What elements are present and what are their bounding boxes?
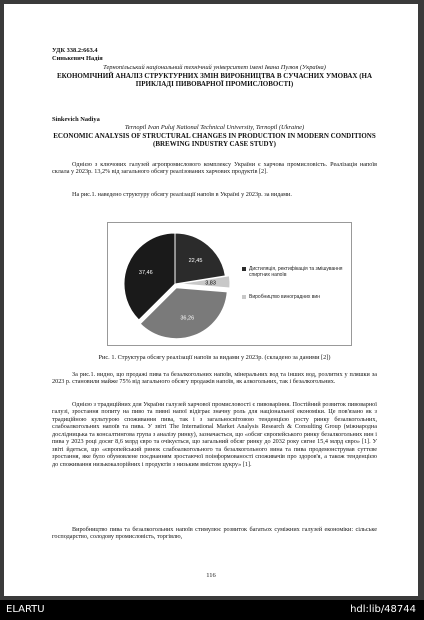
paragraph-5: Виробництво пива та безалкогольних напоїв стимулює розвиток багатьох суміжних галузей економіки: сільське господарство, солодову промисловість, торгівлю, xyxy=(52,526,377,541)
document-page xyxy=(4,4,418,596)
pie-chart-figure xyxy=(107,222,352,346)
pie-slice-label-4: 37,46 xyxy=(138,269,153,276)
footer-handle: hdl:lib/48744 xyxy=(350,604,416,615)
page-number: 116 xyxy=(206,572,216,579)
affiliation-ua: Тернопільський національний технічний університет імені Івана Пулюя (Україна) xyxy=(103,64,326,71)
paragraph-4: Однією з традиційних для України галузей харчової промисловості є пивоваріння. Постійний розвиток пивоварної галузі, зростання попиту на пиво та пивні напої відіграє значну роль для національної економіки. Це пов'язано як з традиційною культурою споживання пива, так і з загальносвітовою тенденцією росту ринку безалкогольних, слабоалкогольних напоїв та пива. У звіті The International Market Analysis Research & Consulting Group (міжнародна дослідницька та консалтингова група з аналізу ринку), зазначається, що «обсяг європейського ринку безалкогольних вин і пива у 2023 році досяг 8,6 млрд євро та очікується, що загальний обсяг ринку до 2032 року сягне 15,4 млрд євро» [1]. У звіті йдеться, що «європейський ринок слабоалкогольного та безалкогольного вина та пива продемонстрував суттєве зростання, яке було обумовлене поєднанням зростаючої поінформованості споживачів про здоров'я, а також тенденцією до споживання низькокалорійних і продуктів з низьким вмістом цукру» [1]. xyxy=(52,401,377,468)
pie-slice-label-3: 36,26 xyxy=(180,315,195,322)
paragraph-1: Однією з ключових галузей агропромислового комплексу України є харчова промисловість. Реалізація напоїв склала у 2023р. 13,2% від загального обсягу реалізованих харчових продуктів [2]. xyxy=(52,161,377,176)
paragraph-2: На рис.1. наведено структуру обсягу реалізації напоїв в Україні у 2023р. за видами. xyxy=(72,191,292,198)
footer-bar xyxy=(0,600,424,620)
footer-repository-label: ELARTU xyxy=(6,604,45,615)
affiliation-en: Ternopil Ivan Puluj National Technical University, Ternopil (Ukraine) xyxy=(124,124,305,131)
legend-label-2: Виробництво виноградних вин xyxy=(249,294,320,300)
legend-swatch-2 xyxy=(242,295,246,299)
pie-chart xyxy=(108,223,351,345)
author-en: Sinkevich Nadiya xyxy=(52,116,100,123)
legend-swatch-1 xyxy=(242,267,246,271)
legend-label-1: Дистиляція, ректифікація та змішування спиртних напоїв xyxy=(249,266,343,278)
title-en: ECONOMIC ANALYSIS OF STRUCTURAL CHANGES IN PRODUCTION IN MODERN CONDITIONS (BREWING INDUSTRY CASE STUDY) xyxy=(53,132,376,148)
author-ua: Синькевич Надія xyxy=(52,55,103,62)
udk-code: УДК 338.2:663.4 xyxy=(52,47,98,54)
pie-slice-label-2: 3,83 xyxy=(205,280,216,287)
title-ua: ЕКОНОМІЧНИЙ АНАЛІЗ СТРУКТУРНИХ ЗМІН ВИРОБНИЦТВА В СУЧАСНИХ УМОВАХ (НА ПРИКЛАДІ ПИВОВАРНОЇ ПРОМИСЛОВОСТІ) xyxy=(56,72,373,88)
figure-caption: Рис. 1. Структура обсягу реалізації напоїв за видами у 2023р. (складено за даними [2]) xyxy=(98,354,331,361)
pie-slice-label-1: 22,45 xyxy=(188,257,203,264)
paragraph-3: За рис.1. видно, що продажі пива та безалкогольних напоїв, мінеральних вод та інших вод, розлитих у пляшки за 2023 р. становили майже 75% від загального обсягу продажів напоїв, як алкогольних, так і безалкогольних. xyxy=(52,371,377,386)
